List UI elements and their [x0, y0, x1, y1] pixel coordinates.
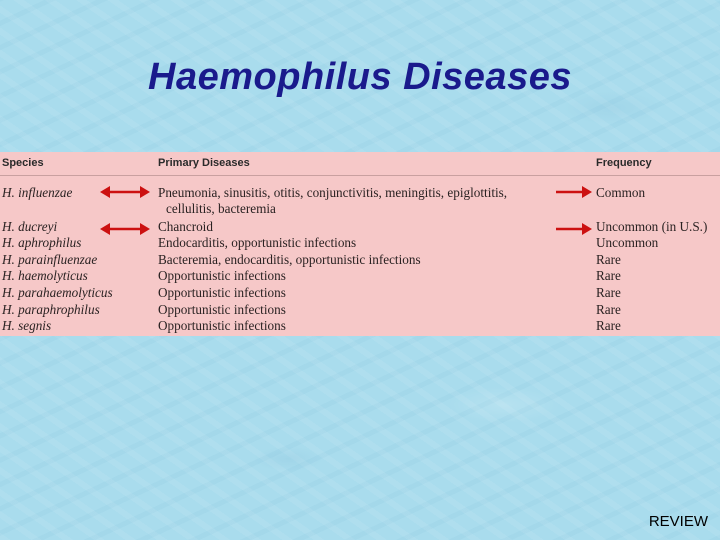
disease-cell: Bacteremia, endocarditis, opportunistic infections	[158, 252, 421, 267]
right-arrow-icon	[556, 221, 592, 237]
left-right-arrow-icon	[100, 221, 150, 237]
frequency-cell: Uncommon (in U.S.)	[596, 219, 708, 234]
disease-cell: Opportunistic infections	[158, 285, 286, 300]
review-link[interactable]: REVIEW	[648, 513, 708, 530]
header-primary-diseases: Primary Diseases	[158, 157, 250, 169]
frequency-cell: Common	[596, 185, 646, 200]
right-arrow-icon	[556, 184, 592, 200]
disease-cell: Chancroid	[158, 219, 213, 234]
disease-cell: Endocarditis, opportunistic infections	[158, 235, 357, 250]
species-cell: H. segnis	[2, 318, 52, 333]
header-species: Species	[2, 157, 44, 169]
species-cell: H. haemolyticus	[2, 268, 88, 283]
slide-title: Haemophilus Diseases	[148, 56, 572, 98]
frequency-cell: Rare	[596, 252, 621, 267]
frequency-cell: Uncommon	[596, 235, 659, 250]
header-divider	[0, 175, 720, 176]
disease-cell-continued: cellulitis, bacteremia	[166, 201, 276, 216]
species-cell: H. parainfluenzae	[2, 252, 98, 267]
species-cell: H. ducreyi	[2, 219, 58, 234]
disease-cell: Opportunistic infections	[158, 268, 286, 283]
frequency-cell: Rare	[596, 268, 621, 283]
species-cell: H. aphrophilus	[2, 235, 82, 250]
frequency-cell: Rare	[596, 285, 621, 300]
disease-cell: Pneumonia, sinusitis, otitis, conjunctivitis, meningitis, epiglottitis,	[158, 185, 508, 200]
left-right-arrow-icon	[100, 184, 150, 200]
frequency-cell: Rare	[596, 318, 621, 333]
frequency-cell: Rare	[596, 302, 621, 317]
disease-cell: Opportunistic infections	[158, 302, 286, 317]
header-frequency: Frequency	[596, 157, 652, 169]
disease-cell: Opportunistic infections	[158, 318, 286, 333]
species-cell: H. influenzae	[2, 185, 73, 200]
species-cell: H. parahaemolyticus	[2, 285, 113, 300]
species-cell: H. paraphrophilus	[2, 302, 100, 317]
